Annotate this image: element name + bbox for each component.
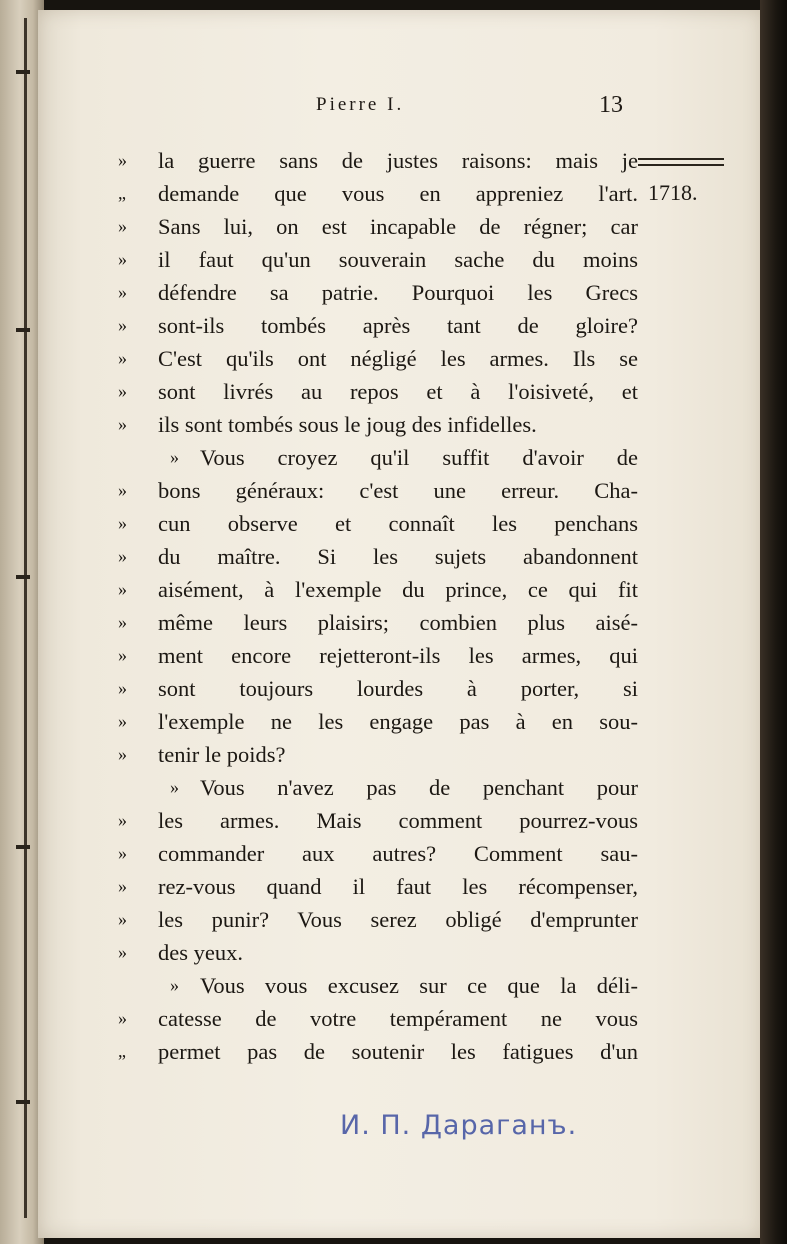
text-line [118, 441, 638, 474]
ownership-stamp: И. П. Дараганъ. [340, 1110, 578, 1141]
text-line [118, 210, 638, 243]
quote-mark: » [170, 777, 179, 797]
line-text: sont livrés au repos et à l'oisiveté, et [158, 379, 638, 404]
line-text: Vous n'avez pas de penchant pour [200, 775, 638, 800]
quote-mark: » [118, 216, 127, 236]
line-text: défendre sa patrie. Pourquoi les Grecs [158, 280, 638, 305]
line-text: il faut qu'un souverain sache du moins [158, 247, 638, 272]
text-line [118, 375, 638, 408]
text-line [118, 936, 638, 969]
text-line [118, 309, 638, 342]
line-text: aisément, à l'exemple du prince, ce qui fit [158, 577, 638, 602]
page-header [316, 92, 646, 126]
text-line [118, 342, 638, 375]
margin-year: 1718. [648, 180, 698, 205]
quote-mark: » [118, 249, 127, 269]
line-text: tenir le poids? [158, 742, 286, 767]
quote-mark: » [118, 546, 127, 566]
text-line [118, 408, 638, 441]
text-line [118, 804, 638, 837]
margin-rule [638, 164, 724, 166]
text-line [118, 639, 638, 672]
line-text: la guerre sans de justes raisons: mais je [158, 148, 638, 173]
binding-stitch [16, 70, 30, 74]
quote-mark: » [118, 843, 127, 863]
line-text: du maître. Si les sujets abandonnent [158, 544, 638, 569]
line-text: demande que vous en appreniez l'art. [158, 181, 638, 206]
quote-mark: » [118, 414, 127, 434]
margin-rule [638, 158, 724, 160]
line-text: permet pas de soutenir les fatigues d'un [158, 1039, 638, 1064]
text-line [118, 837, 638, 870]
page-right-edge [760, 0, 787, 1244]
text-line [118, 705, 638, 738]
quote-mark: » [118, 480, 127, 500]
quote-mark: » [118, 381, 127, 401]
text-line [118, 243, 638, 276]
quote-mark: » [118, 711, 127, 731]
text-line [118, 606, 638, 639]
quote-mark: » [118, 810, 127, 830]
line-text: même leurs plaisirs; combien plus aisé- [158, 610, 638, 635]
line-text: les armes. Mais comment pourrez-vous [158, 808, 638, 833]
quote-mark: » [118, 645, 127, 665]
quote-mark: » [170, 447, 179, 467]
line-text: cun observe et connaît les penchans [158, 511, 638, 536]
text-line [118, 474, 638, 507]
binding-stitch [16, 575, 30, 579]
binding-stitch [16, 845, 30, 849]
page-number: 13 [599, 92, 623, 118]
running-head: Pierre I. [316, 94, 405, 115]
line-text: les punir? Vous serez obligé d'emprunter [158, 907, 638, 932]
quote-mark: » [118, 678, 127, 698]
binding-stitch [16, 328, 30, 332]
text-line [118, 276, 638, 309]
text-line [118, 1035, 638, 1068]
text-line [118, 870, 638, 903]
line-text: catesse de votre tempérament ne vous [158, 1006, 638, 1031]
text-line [118, 672, 638, 705]
line-text: ils sont tombés sous le joug des infidelles. [158, 412, 537, 437]
line-text: commander aux autres? Comment sau- [158, 841, 638, 866]
text-line [118, 507, 638, 540]
body-text [118, 144, 638, 1068]
line-text: C'est qu'ils ont négligé les armes. Ils se [158, 346, 638, 371]
quote-mark: » [118, 513, 127, 533]
text-line [118, 771, 638, 804]
quote-mark: » [118, 942, 127, 962]
line-text: l'exemple ne les engage pas à en sou- [158, 709, 638, 734]
line-text: bons généraux: c'est une erreur. Cha- [158, 478, 638, 503]
text-line [118, 903, 638, 936]
line-text: ment encore rejetteront-ils les armes, qui [158, 643, 638, 668]
binding-stitch [16, 1100, 30, 1104]
quote-mark: » [118, 876, 127, 896]
text-line [118, 738, 638, 771]
quote-mark: „ [118, 183, 126, 203]
spine-edge [24, 18, 27, 1218]
quote-mark: » [118, 282, 127, 302]
line-text: rez-vous quand il faut les récompenser, [158, 874, 638, 899]
text-line [118, 1002, 638, 1035]
quote-mark: » [118, 150, 127, 170]
quote-mark: » [118, 909, 127, 929]
text-line [118, 540, 638, 573]
text-line [118, 144, 638, 177]
quote-mark: » [118, 612, 127, 632]
text-line [118, 177, 638, 210]
line-text: des yeux. [158, 940, 243, 965]
line-text: sont toujours lourdes à porter, si [158, 676, 638, 701]
quote-mark: » [118, 579, 127, 599]
quote-mark: » [170, 975, 179, 995]
quote-mark: » [118, 315, 127, 335]
text-line [118, 573, 638, 606]
line-text: Vous croyez qu'il suffit d'avoir de [200, 445, 638, 470]
quote-mark: » [118, 348, 127, 368]
line-text: Sans lui, on est incapable de régner; car [158, 214, 638, 239]
quote-mark: „ [118, 1041, 126, 1061]
quote-mark: » [118, 1008, 127, 1028]
text-line [118, 969, 638, 1002]
quote-mark: » [118, 744, 127, 764]
line-text: Vous vous excusez sur ce que la déli- [200, 973, 638, 998]
line-text: sont-ils tombés après tant de gloire? [158, 313, 638, 338]
